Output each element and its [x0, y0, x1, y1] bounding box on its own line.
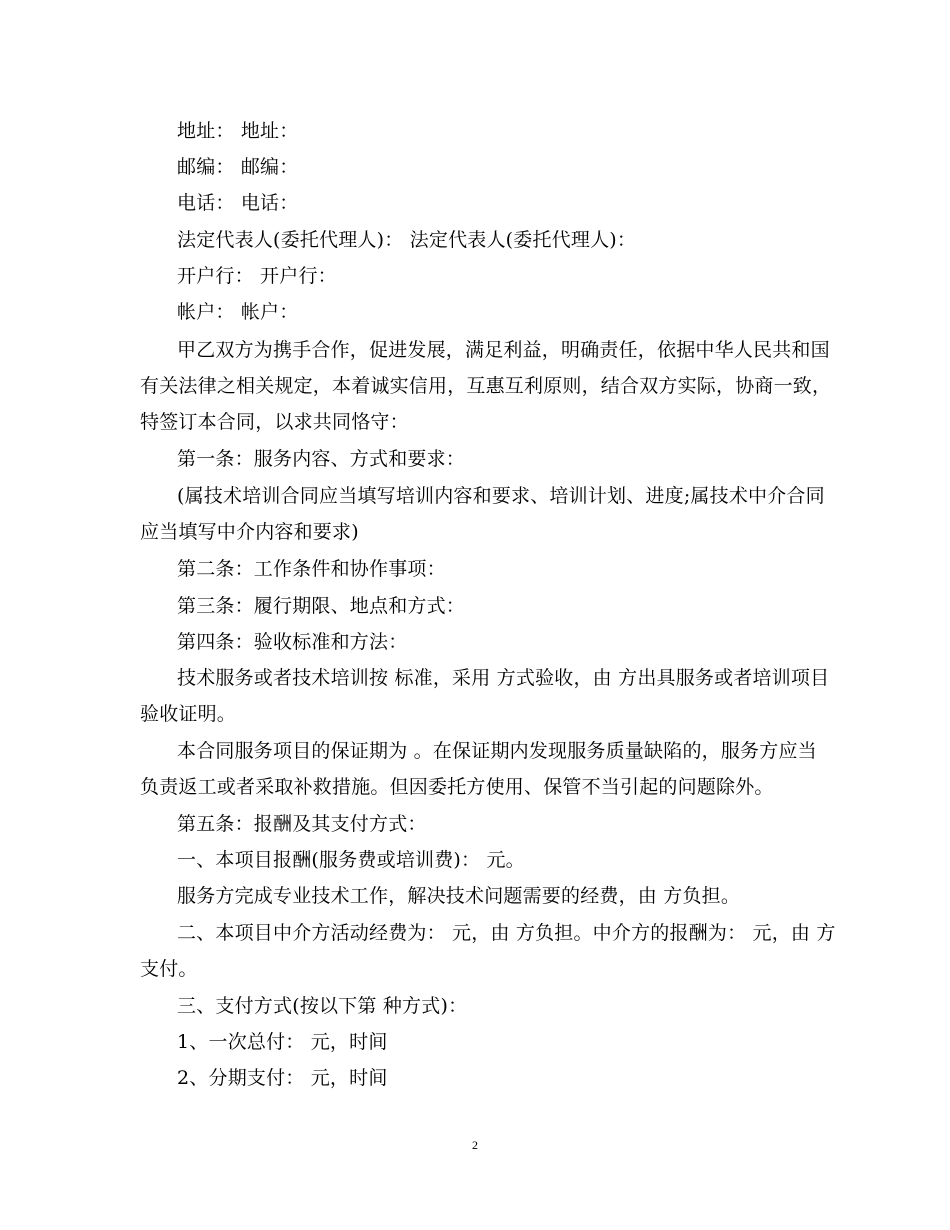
article-1-note: 应当填写中介内容和要求) [140, 521, 359, 543]
intermediary-fee-line: 二、本项目中介方活动经费为： 元，由 方负担。中介方的报酬为： 元，由 方 [177, 922, 836, 944]
expense-line: 服务方完成专业技术工作，解决技术问题需要的经费，由 方负担。 [177, 885, 741, 907]
article-3-heading: 第三条：履行期限、地点和方式： [177, 595, 466, 617]
phone-line: 电话： 电话： [177, 192, 299, 214]
preamble-line: 特签订本合同，以求共同恪守： [140, 411, 409, 433]
page-number: 2 [472, 1138, 478, 1152]
acceptance-paragraph: 验收证明。 [140, 703, 237, 725]
article-1-note: (属技术培训合同应当填写培训内容和要求、培训计划、进度;属技术中介合同 [177, 485, 825, 507]
article-5-heading: 第五条：报酬及其支付方式： [177, 813, 427, 835]
warranty-paragraph: 本合同服务项目的保证期为 。在保证期内发现服务质量缺陷的，服务方应当 [177, 740, 817, 762]
payment-option-2: 2、分期支付： 元，时间 [177, 1067, 388, 1089]
article-1-heading: 第一条：服务内容、方式和要求： [177, 448, 466, 470]
account-line: 帐户： 帐户： [177, 301, 299, 323]
address-line: 地址： 地址： [177, 120, 299, 142]
article-4-heading: 第四条：验收标准和方法： [177, 631, 408, 653]
postcode-line: 邮编： 邮编： [177, 156, 299, 178]
legal-representative-line: 法定代表人(委托代理人)： 法定代表人(委托代理人)： [177, 229, 637, 251]
remuneration-line: 一、本项目报酬(服务费或培训费)： 元。 [177, 849, 525, 871]
payment-option-1: 1、一次总付： 元，时间 [177, 1031, 388, 1053]
bank-line: 开户行： 开户行： [177, 265, 337, 287]
payment-method-line: 三、支付方式(按以下第 种方式)： [177, 995, 468, 1017]
article-2-heading: 第二条：工作条件和协作事项： [177, 558, 446, 580]
intermediary-fee-line: 支付。 [140, 958, 198, 980]
acceptance-paragraph: 技术服务或者技术培训按 标准，采用 方式验收，由 方出具服务或者培训项目 [177, 667, 830, 689]
preamble-line: 有关法律之相关规定，本着诚实信用，互惠互利原则，结合双方实际，协商一致， [140, 375, 832, 397]
preamble-line: 甲乙双方为携手合作，促进发展，满足利益，明确责任，依据中华人民共和国 [177, 339, 830, 361]
warranty-paragraph: 负责返工或者采取补救措施。但因委托方使用、保管不当引起的问题除外。 [140, 776, 774, 798]
